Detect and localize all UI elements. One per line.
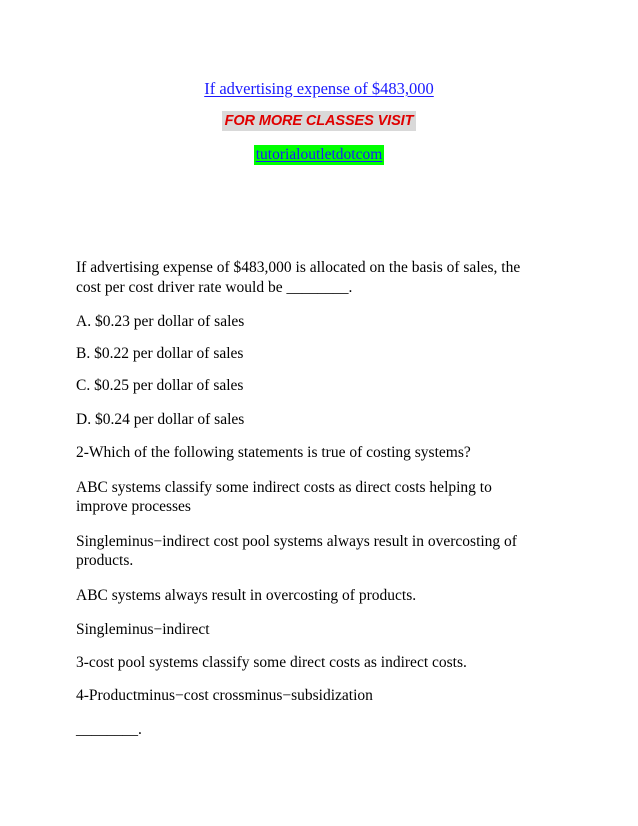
answer-blank: ________. xyxy=(76,721,142,738)
question-2: 2-Which of the following statements is true of costing systems? xyxy=(76,444,471,461)
question-3: 3-cost pool systems classify some direct costs as indirect costs. xyxy=(76,654,467,671)
visit-banner-row xyxy=(0,111,638,131)
statement-1-line-1: ABC systems classify some indirect costs as direct costs helping to xyxy=(76,479,492,496)
option-a: A. $0.23 per dollar of sales xyxy=(76,313,245,330)
statement-2-line-1: Singleminus−indirect cost pool systems always result in overcosting of xyxy=(76,533,517,550)
option-b: B. $0.22 per dollar of sales xyxy=(76,345,244,362)
question-1-line-1: If advertising expense of $483,000 is allocated on the basis of sales, the xyxy=(76,259,521,276)
statement-1-line-2: improve processes xyxy=(76,498,191,515)
option-c: C. $0.25 per dollar of sales xyxy=(76,377,244,394)
site-link[interactable]: tutorialoutletdotcom xyxy=(255,146,383,163)
option-d: D. $0.24 per dollar of sales xyxy=(76,411,245,428)
site-link-row xyxy=(0,145,638,165)
title-link[interactable]: If advertising expense of $483,000 xyxy=(204,79,434,98)
question-1-line-2: cost per cost driver rate would be ________. xyxy=(76,279,353,296)
statement-4: Singleminus−indirect xyxy=(76,621,210,638)
statement-2-line-2: products. xyxy=(76,552,134,569)
visit-banner: FOR MORE CLASSES VISIT xyxy=(222,111,417,131)
statement-3: ABC systems always result in overcosting of products. xyxy=(76,587,417,604)
question-4: 4-Productminus−cost crossminus−subsidization xyxy=(76,687,373,704)
